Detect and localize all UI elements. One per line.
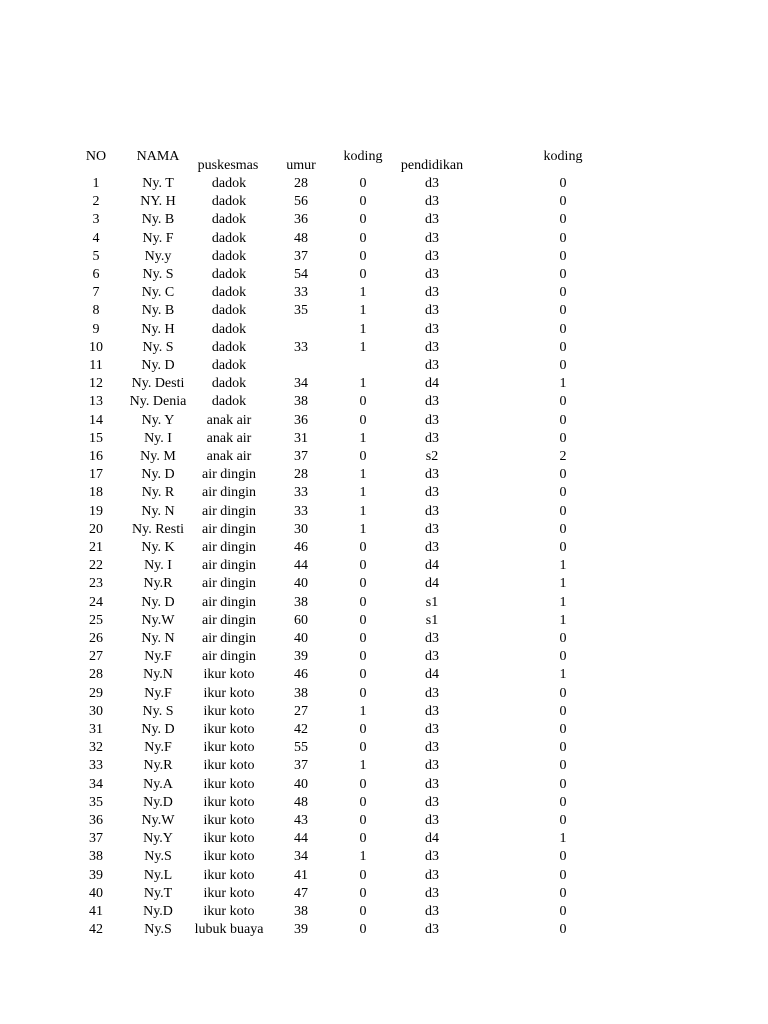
row-koding-1-cell: 1 — [359, 522, 367, 537]
row-puskesmas-cell: ikur koto — [203, 813, 255, 828]
row-koding-1-cell: 0 — [359, 667, 367, 682]
row-puskesmas-cell: dadok — [211, 322, 247, 337]
row-pendidikan-cell: d3 — [425, 631, 439, 646]
row-koding-1-cell: 0 — [359, 904, 367, 919]
row-koding-1-cell: 1 — [359, 504, 367, 519]
row-puskesmas-cell: air dingin — [201, 558, 257, 573]
row-umur-cell: 48 — [294, 231, 308, 246]
row-nama-cell: Ny. I — [144, 558, 172, 573]
row-koding-2-cell: 1 — [559, 667, 567, 682]
row-umur-cell: 43 — [294, 813, 308, 828]
row-koding-1-cell: 0 — [359, 613, 367, 628]
row-nama-cell: Ny.W — [141, 613, 175, 628]
row-pendidikan-cell: d3 — [425, 358, 439, 373]
row-no-cell: 25 — [89, 613, 103, 628]
row-puskesmas-cell: ikur koto — [203, 886, 255, 901]
row-puskesmas-cell: air dingin — [201, 540, 257, 555]
row-pendidikan-cell: d3 — [425, 922, 439, 937]
row-pendidikan-cell: d3 — [425, 758, 439, 773]
row-koding-2-cell: 0 — [559, 267, 567, 282]
row-no-cell: 30 — [89, 704, 103, 719]
row-koding-2-cell: 0 — [559, 540, 567, 555]
row-puskesmas-cell: dadok — [211, 285, 247, 300]
row-koding-1-cell: 0 — [359, 176, 367, 191]
row-nama-cell: Ny. C — [141, 285, 175, 300]
row-pendidikan-cell: d3 — [425, 849, 439, 864]
row-koding-2-cell: 1 — [559, 576, 567, 591]
row-koding-1-cell: 0 — [359, 212, 367, 227]
row-puskesmas-cell: anak air — [206, 449, 252, 464]
header-no: NO — [85, 149, 107, 164]
row-koding-2-cell: 0 — [559, 431, 567, 446]
row-nama-cell: Ny. D — [141, 722, 175, 737]
row-koding-1-cell: 1 — [359, 704, 367, 719]
row-nama-cell: Ny. D — [141, 467, 175, 482]
row-koding-2-cell: 0 — [559, 631, 567, 646]
row-nama-cell: Ny. Denia — [129, 394, 187, 409]
row-no-cell: 18 — [89, 485, 103, 500]
row-koding-1-cell: 0 — [359, 649, 367, 664]
row-umur-cell: 42 — [294, 722, 308, 737]
row-puskesmas-cell: ikur koto — [203, 722, 255, 737]
row-nama-cell: NY. H — [140, 194, 176, 209]
row-umur-cell: 33 — [294, 340, 308, 355]
row-nama-cell: Ny.R — [143, 576, 173, 591]
row-puskesmas-cell: ikur koto — [203, 777, 255, 792]
row-no-cell: 5 — [92, 249, 100, 264]
row-koding-2-cell: 0 — [559, 740, 567, 755]
header-koding-2: koding — [543, 149, 583, 164]
row-pendidikan-cell: d3 — [425, 231, 439, 246]
row-puskesmas-cell: air dingin — [201, 613, 257, 628]
row-nama-cell: Ny. B — [141, 212, 175, 227]
row-nama-cell: Ny. Resti — [132, 522, 184, 537]
row-nama-cell: Ny. N — [141, 631, 175, 646]
row-pendidikan-cell: d3 — [425, 249, 439, 264]
row-no-cell: 33 — [89, 758, 103, 773]
row-koding-1-cell: 0 — [359, 631, 367, 646]
row-umur-cell: 56 — [294, 194, 308, 209]
row-umur-cell: 40 — [294, 631, 308, 646]
row-koding-1-cell: 1 — [359, 849, 367, 864]
row-nama-cell: Ny.L — [143, 868, 173, 883]
row-koding-2-cell: 0 — [559, 413, 567, 428]
row-umur-cell: 35 — [294, 303, 308, 318]
row-no-cell: 41 — [89, 904, 103, 919]
row-puskesmas-cell: anak air — [206, 413, 252, 428]
row-umur-cell: 33 — [294, 485, 308, 500]
row-koding-2-cell: 1 — [559, 376, 567, 391]
row-nama-cell: Ny. T — [142, 176, 174, 191]
row-pendidikan-cell: d3 — [425, 868, 439, 883]
row-pendidikan-cell: d3 — [425, 649, 439, 664]
row-koding-2-cell: 0 — [559, 212, 567, 227]
row-pendidikan-cell: s1 — [425, 613, 439, 628]
row-pendidikan-cell: d4 — [425, 831, 439, 846]
row-nama-cell: Ny.W — [141, 813, 175, 828]
row-puskesmas-cell: air dingin — [201, 467, 257, 482]
row-nama-cell: Ny. N — [141, 504, 175, 519]
row-no-cell: 7 — [92, 285, 100, 300]
row-umur-cell: 44 — [294, 831, 308, 846]
row-koding-2-cell: 0 — [559, 868, 567, 883]
row-nama-cell: Ny. R — [141, 485, 175, 500]
row-no-cell: 16 — [89, 449, 103, 464]
row-nama-cell: Ny. Desti — [131, 376, 185, 391]
row-koding-2-cell: 1 — [559, 595, 567, 610]
row-koding-2-cell: 0 — [559, 522, 567, 537]
row-pendidikan-cell: d3 — [425, 886, 439, 901]
row-pendidikan-cell: d3 — [425, 394, 439, 409]
row-umur-cell: 39 — [294, 649, 308, 664]
row-pendidikan-cell: d3 — [425, 740, 439, 755]
row-koding-1-cell: 0 — [359, 868, 367, 883]
row-pendidikan-cell: d3 — [425, 322, 439, 337]
row-koding-1-cell: 0 — [359, 449, 367, 464]
row-puskesmas-cell: air dingin — [201, 631, 257, 646]
row-koding-2-cell: 0 — [559, 394, 567, 409]
row-koding-1-cell: 0 — [359, 831, 367, 846]
row-umur-cell: 27 — [294, 704, 308, 719]
row-koding-1-cell: 0 — [359, 249, 367, 264]
row-umur-cell: 36 — [294, 212, 308, 227]
row-nama-cell: Ny. D — [141, 358, 175, 373]
row-umur-cell: 46 — [294, 540, 308, 555]
row-no-cell: 24 — [89, 595, 103, 610]
row-umur-cell: 37 — [294, 449, 308, 464]
row-puskesmas-cell: dadok — [211, 394, 247, 409]
row-puskesmas-cell: ikur koto — [203, 795, 255, 810]
row-koding-1-cell: 1 — [359, 485, 367, 500]
row-umur-cell: 36 — [294, 413, 308, 428]
row-nama-cell: Ny. Y — [141, 413, 175, 428]
row-nama-cell: Ny. K — [141, 540, 175, 555]
row-puskesmas-cell: ikur koto — [203, 704, 255, 719]
row-no-cell: 8 — [92, 303, 100, 318]
row-nama-cell: Ny.S — [144, 849, 172, 864]
row-puskesmas-cell: dadok — [211, 376, 247, 391]
row-koding-1-cell: 1 — [359, 303, 367, 318]
row-koding-1-cell: 0 — [359, 886, 367, 901]
row-no-cell: 34 — [89, 777, 103, 792]
row-pendidikan-cell: s2 — [425, 449, 439, 464]
row-nama-cell: Ny.T — [143, 886, 173, 901]
row-puskesmas-cell: dadok — [211, 358, 247, 373]
row-koding-1-cell: 0 — [359, 795, 367, 810]
row-koding-2-cell: 0 — [559, 904, 567, 919]
row-no-cell: 4 — [92, 231, 100, 246]
row-koding-1-cell: 1 — [359, 322, 367, 337]
row-koding-2-cell: 0 — [559, 358, 567, 373]
row-koding-2-cell: 0 — [559, 340, 567, 355]
row-koding-2-cell: 2 — [559, 449, 567, 464]
row-puskesmas-cell: ikur koto — [203, 904, 255, 919]
row-koding-1-cell: 0 — [359, 267, 367, 282]
row-koding-2-cell: 0 — [559, 686, 567, 701]
row-nama-cell: Ny.y — [144, 249, 172, 264]
row-umur-cell: 30 — [294, 522, 308, 537]
row-pendidikan-cell: d3 — [425, 303, 439, 318]
row-umur-cell: 33 — [294, 504, 308, 519]
row-nama-cell: Ny.F — [144, 686, 172, 701]
row-puskesmas-cell: air dingin — [201, 522, 257, 537]
row-no-cell: 20 — [89, 522, 103, 537]
row-pendidikan-cell: d3 — [425, 504, 439, 519]
row-koding-1-cell: 0 — [359, 686, 367, 701]
row-koding-1-cell: 1 — [359, 467, 367, 482]
row-no-cell: 31 — [89, 722, 103, 737]
row-puskesmas-cell: air dingin — [201, 649, 257, 664]
row-puskesmas-cell: ikur koto — [203, 831, 255, 846]
row-nama-cell: Ny.F — [144, 649, 172, 664]
row-umur-cell: 38 — [294, 904, 308, 919]
row-koding-1-cell: 0 — [359, 777, 367, 792]
row-puskesmas-cell: ikur koto — [203, 686, 255, 701]
row-puskesmas-cell: ikur koto — [203, 868, 255, 883]
row-koding-2-cell: 0 — [559, 285, 567, 300]
row-no-cell: 14 — [89, 413, 103, 428]
row-umur-cell: 41 — [294, 868, 308, 883]
row-nama-cell: Ny.Y — [143, 831, 173, 846]
row-umur-cell: 55 — [294, 740, 308, 755]
row-no-cell: 9 — [92, 322, 100, 337]
row-koding-1-cell: 1 — [359, 431, 367, 446]
row-pendidikan-cell: d3 — [425, 686, 439, 701]
row-puskesmas-cell: dadok — [211, 249, 247, 264]
header-nama: NAMA — [136, 149, 180, 164]
row-umur-cell: 40 — [294, 576, 308, 591]
row-no-cell: 29 — [89, 686, 103, 701]
row-umur-cell: 34 — [294, 376, 308, 391]
row-umur-cell: 28 — [294, 467, 308, 482]
header-pendidikan: pendidikan — [400, 158, 464, 173]
row-koding-1-cell: 1 — [359, 285, 367, 300]
row-koding-1-cell: 0 — [359, 194, 367, 209]
row-pendidikan-cell: d3 — [425, 194, 439, 209]
row-pendidikan-cell: d4 — [425, 558, 439, 573]
row-umur-cell: 37 — [294, 249, 308, 264]
row-puskesmas-cell: ikur koto — [203, 667, 255, 682]
row-nama-cell: Ny. B — [141, 303, 175, 318]
row-no-cell: 10 — [89, 340, 103, 355]
row-koding-2-cell: 0 — [559, 704, 567, 719]
row-pendidikan-cell: d3 — [425, 413, 439, 428]
row-no-cell: 22 — [89, 558, 103, 573]
row-nama-cell: Ny.A — [143, 777, 173, 792]
row-no-cell: 19 — [89, 504, 103, 519]
row-pendidikan-cell: s1 — [425, 595, 439, 610]
row-puskesmas-cell: ikur koto — [203, 849, 255, 864]
row-umur-cell: 47 — [294, 886, 308, 901]
row-no-cell: 36 — [89, 813, 103, 828]
row-no-cell: 15 — [89, 431, 103, 446]
row-no-cell: 1 — [92, 176, 100, 191]
row-koding-2-cell: 0 — [559, 504, 567, 519]
row-koding-2-cell: 0 — [559, 722, 567, 737]
row-puskesmas-cell: ikur koto — [203, 740, 255, 755]
row-umur-cell: 39 — [294, 922, 308, 937]
row-koding-1-cell: 0 — [359, 722, 367, 737]
row-umur-cell: 54 — [294, 267, 308, 282]
row-pendidikan-cell: d3 — [425, 285, 439, 300]
row-no-cell: 6 — [92, 267, 100, 282]
row-no-cell: 42 — [89, 922, 103, 937]
row-puskesmas-cell: air dingin — [201, 576, 257, 591]
row-no-cell: 26 — [89, 631, 103, 646]
row-pendidikan-cell: d3 — [425, 431, 439, 446]
row-no-cell: 21 — [89, 540, 103, 555]
row-no-cell: 35 — [89, 795, 103, 810]
row-koding-1-cell: 1 — [359, 376, 367, 391]
row-umur-cell: 33 — [294, 285, 308, 300]
row-puskesmas-cell: dadok — [211, 267, 247, 282]
row-puskesmas-cell: air dingin — [201, 485, 257, 500]
row-koding-1-cell: 0 — [359, 576, 367, 591]
row-umur-cell: 60 — [294, 613, 308, 628]
row-pendidikan-cell: d4 — [425, 667, 439, 682]
row-pendidikan-cell: d3 — [425, 485, 439, 500]
row-puskesmas-cell: dadok — [211, 303, 247, 318]
row-puskesmas-cell: dadok — [211, 194, 247, 209]
row-no-cell: 32 — [89, 740, 103, 755]
row-umur-cell: 28 — [294, 176, 308, 191]
row-no-cell: 11 — [89, 358, 103, 373]
row-umur-cell: 38 — [294, 686, 308, 701]
row-koding-2-cell: 0 — [559, 485, 567, 500]
row-nama-cell: Ny. D — [141, 595, 175, 610]
row-pendidikan-cell: d3 — [425, 813, 439, 828]
row-puskesmas-cell: air dingin — [201, 504, 257, 519]
row-koding-2-cell: 1 — [559, 831, 567, 846]
header-umur: umur — [286, 158, 316, 173]
row-pendidikan-cell: d3 — [425, 467, 439, 482]
row-umur-cell: 44 — [294, 558, 308, 573]
row-no-cell: 13 — [89, 394, 103, 409]
row-pendidikan-cell: d3 — [425, 722, 439, 737]
row-pendidikan-cell: d3 — [425, 904, 439, 919]
row-umur-cell: 48 — [294, 795, 308, 810]
row-koding-2-cell: 0 — [559, 813, 567, 828]
row-koding-1-cell: 0 — [359, 413, 367, 428]
row-koding-2-cell: 0 — [559, 231, 567, 246]
row-pendidikan-cell: d3 — [425, 795, 439, 810]
row-no-cell: 38 — [89, 849, 103, 864]
row-pendidikan-cell: d4 — [425, 576, 439, 591]
row-no-cell: 23 — [89, 576, 103, 591]
row-puskesmas-cell: lubuk buaya — [194, 922, 264, 937]
row-nama-cell: Ny.D — [143, 795, 173, 810]
row-puskesmas-cell: dadok — [211, 176, 247, 191]
row-pendidikan-cell: d3 — [425, 704, 439, 719]
row-koding-1-cell: 0 — [359, 922, 367, 937]
row-no-cell: 39 — [89, 868, 103, 883]
row-koding-2-cell: 0 — [559, 795, 567, 810]
header-koding-1: koding — [343, 149, 383, 164]
row-umur-cell: 38 — [294, 394, 308, 409]
row-no-cell: 40 — [89, 886, 103, 901]
row-koding-1-cell: 1 — [359, 340, 367, 355]
row-koding-2-cell: 0 — [559, 649, 567, 664]
row-koding-2-cell: 0 — [559, 249, 567, 264]
row-umur-cell: 31 — [294, 431, 308, 446]
row-no-cell: 27 — [89, 649, 103, 664]
row-puskesmas-cell: dadok — [211, 231, 247, 246]
row-puskesmas-cell: dadok — [211, 340, 247, 355]
row-koding-1-cell: 1 — [359, 758, 367, 773]
row-no-cell: 17 — [89, 467, 103, 482]
row-koding-2-cell: 1 — [559, 613, 567, 628]
row-nama-cell: Ny. S — [142, 267, 174, 282]
row-pendidikan-cell: d3 — [425, 212, 439, 227]
row-puskesmas-cell: air dingin — [201, 595, 257, 610]
row-nama-cell: Ny. H — [141, 322, 175, 337]
row-no-cell: 2 — [92, 194, 100, 209]
row-umur-cell: 38 — [294, 595, 308, 610]
row-koding-2-cell: 0 — [559, 467, 567, 482]
row-koding-2-cell: 0 — [559, 176, 567, 191]
row-nama-cell: Ny.F — [144, 740, 172, 755]
row-pendidikan-cell: d3 — [425, 522, 439, 537]
row-koding-2-cell: 0 — [559, 886, 567, 901]
header-puskesmas: puskesmas — [197, 158, 259, 173]
row-koding-1-cell: 0 — [359, 394, 367, 409]
row-koding-2-cell: 0 — [559, 849, 567, 864]
row-nama-cell: Ny.N — [143, 667, 173, 682]
row-nama-cell: Ny. I — [144, 431, 172, 446]
row-koding-1-cell: 0 — [359, 595, 367, 610]
row-koding-2-cell: 0 — [559, 922, 567, 937]
row-koding-2-cell: 0 — [559, 194, 567, 209]
row-pendidikan-cell: d3 — [425, 540, 439, 555]
row-koding-2-cell: 1 — [559, 558, 567, 573]
row-pendidikan-cell: d3 — [425, 267, 439, 282]
row-umur-cell: 34 — [294, 849, 308, 864]
row-nama-cell: Ny. S — [142, 704, 174, 719]
row-umur-cell: 37 — [294, 758, 308, 773]
row-no-cell: 28 — [89, 667, 103, 682]
row-nama-cell: Ny.D — [143, 904, 173, 919]
row-koding-1-cell: 0 — [359, 740, 367, 755]
row-puskesmas-cell: dadok — [211, 212, 247, 227]
row-umur-cell: 40 — [294, 777, 308, 792]
row-no-cell: 37 — [89, 831, 103, 846]
row-puskesmas-cell: anak air — [206, 431, 252, 446]
row-koding-2-cell: 0 — [559, 777, 567, 792]
row-koding-2-cell: 0 — [559, 303, 567, 318]
row-no-cell: 12 — [89, 376, 103, 391]
row-pendidikan-cell: d3 — [425, 777, 439, 792]
row-koding-2-cell: 0 — [559, 758, 567, 773]
row-pendidikan-cell: d3 — [425, 176, 439, 191]
row-nama-cell: Ny. F — [142, 231, 174, 246]
row-nama-cell: Ny. M — [140, 449, 176, 464]
row-puskesmas-cell: ikur koto — [203, 758, 255, 773]
row-umur-cell: 46 — [294, 667, 308, 682]
row-pendidikan-cell: d3 — [425, 340, 439, 355]
row-nama-cell: Ny.R — [143, 758, 173, 773]
row-nama-cell: Ny.S — [144, 922, 172, 937]
row-no-cell: 3 — [92, 212, 100, 227]
row-koding-1-cell: 0 — [359, 231, 367, 246]
row-koding-1-cell: 0 — [359, 813, 367, 828]
row-koding-2-cell: 0 — [559, 322, 567, 337]
row-koding-1-cell: 0 — [359, 558, 367, 573]
row-pendidikan-cell: d4 — [425, 376, 439, 391]
row-nama-cell: Ny. S — [142, 340, 174, 355]
row-koding-1-cell: 0 — [359, 540, 367, 555]
